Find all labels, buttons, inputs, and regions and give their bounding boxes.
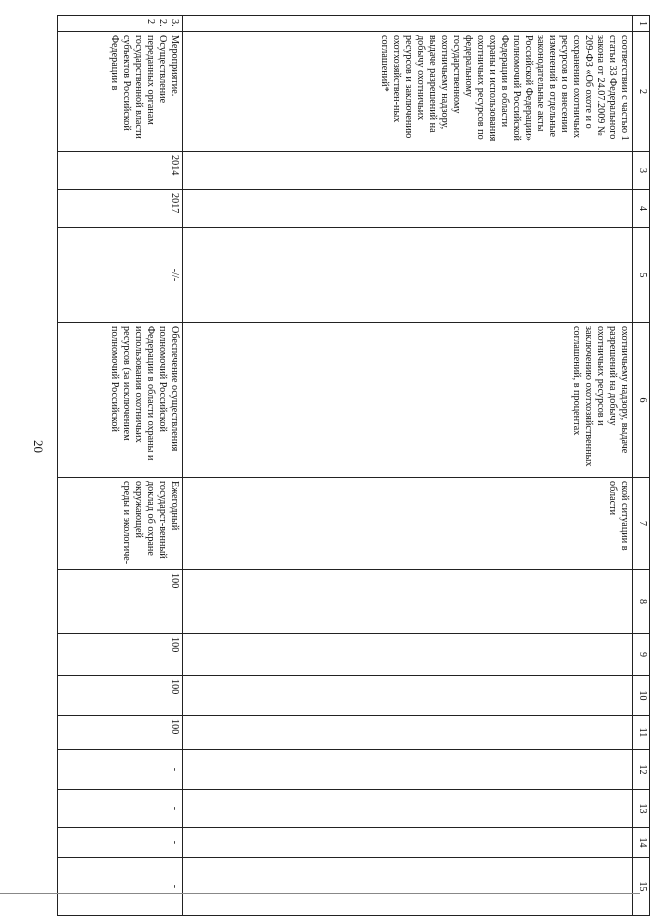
table-cell: охотничьему надзору, выдаче разрешений на добычу охотничьих ресурсов и заключению охотхозяйственных соглашений, в процентах — [183, 323, 633, 478]
table-cell: 2014 — [58, 152, 183, 190]
column-number: 13 — [633, 790, 650, 828]
table-cell: 100 — [58, 634, 183, 676]
column-number: 15 — [633, 858, 650, 916]
column-number: 5 — [633, 228, 650, 323]
page-number: 20 — [31, 440, 46, 453]
table-cell — [183, 676, 633, 716]
table-cell — [183, 716, 633, 750]
table-cell: - — [58, 790, 183, 828]
table-cell: 100 — [58, 570, 183, 634]
table-cell — [183, 16, 633, 32]
column-number: 4 — [633, 190, 650, 228]
column-number: 10 — [633, 676, 650, 716]
table-cell: -//- — [58, 228, 183, 323]
program-table — [57, 15, 650, 916]
column-number: 12 — [633, 750, 650, 790]
table-cell: 2017 — [58, 190, 183, 228]
rotated-table — [62, 15, 650, 895]
table-cell: - — [58, 750, 183, 790]
table-cell: Ежегодный государст-венный доклад об охране окружающей среды и экологиче- — [58, 478, 183, 570]
table-cell: ской ситуации в области — [183, 478, 633, 570]
column-number: 14 — [633, 828, 650, 858]
header-number-row — [633, 16, 650, 916]
table-row — [58, 16, 183, 916]
table-cell: Мероприятие. Осуществление переданных органам государственной власти субъектов Российской Федерации в — [58, 32, 183, 152]
table-cell: Обеспечение осуществления полномочий Российской Федерации в области охраны и использования охотничьих ресурсов (за исключением полномочий Российской — [58, 323, 183, 478]
table-cell: - — [58, 828, 183, 858]
column-number: 9 — [633, 634, 650, 676]
table-row — [183, 16, 633, 916]
table-cell — [183, 790, 633, 828]
table-cell — [183, 570, 633, 634]
table-cell — [183, 228, 633, 323]
table-cell — [183, 750, 633, 790]
table-cell — [183, 152, 633, 190]
table-cell — [183, 634, 633, 676]
table-cell: 100 — [58, 716, 183, 750]
table-cell: 3.2.2 — [58, 16, 183, 32]
column-number: 11 — [633, 716, 650, 750]
bottom-edge-line — [0, 893, 640, 894]
column-number: 1 — [633, 16, 650, 32]
table-cell — [183, 828, 633, 858]
column-number: 2 — [633, 32, 650, 152]
table-cell: - — [58, 858, 183, 916]
column-number: 6 — [633, 323, 650, 478]
table-cell: 100 — [58, 676, 183, 716]
table-cell — [183, 190, 633, 228]
table-cell — [183, 858, 633, 916]
column-number: 8 — [633, 570, 650, 634]
column-number: 7 — [633, 478, 650, 570]
column-number: 3 — [633, 152, 650, 190]
table-cell: соответствии с частью 1 статьи 33 Федерального закона от 24.07.2009 № 209-ФЗ «Об охоте и о сохранении охотничьих ресурсов и о внесении изменений в отдельные законодательные акты Российской Федерации» полномочий Российской Федерации в области охраны и использования охотничьих ресурсов по федеральному государственному охотничьему надзору, выдаче разрешений на добычу охотничьих ресурсов и заключению охотхозяйствен-ных соглашений* — [183, 32, 633, 152]
